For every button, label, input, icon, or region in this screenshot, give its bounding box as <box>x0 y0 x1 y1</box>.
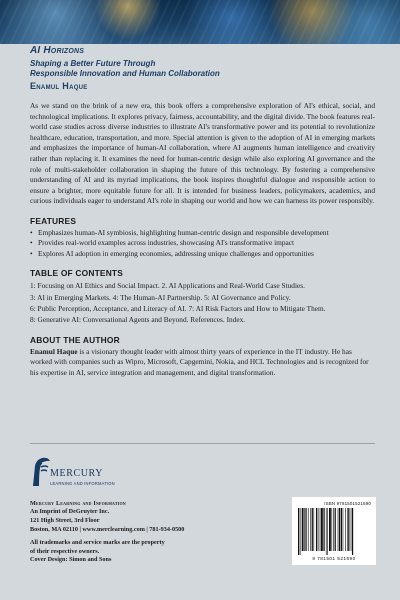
table-of-contents <box>30 280 375 326</box>
features-list <box>30 228 375 259</box>
barcode-bar <box>304 508 305 551</box>
toc-line: 1: Focusing on AI Ethics and Social Impact. 2. AI Applications and Real-World Case Studies. <box>30 281 305 291</box>
publisher-contact: Boston, MA 02110 | www.merclearning.com | 781-934-0500 <box>30 525 185 533</box>
subtitle-line-1: Shaping a Better Future Through <box>30 59 156 68</box>
feature-item <box>30 249 375 259</box>
toc-heading: TABLE OF CONTENTS <box>30 268 124 279</box>
barcode-bar <box>335 508 336 551</box>
features-heading: FEATURES <box>30 215 77 226</box>
barcode-bar <box>338 508 339 551</box>
publisher-logo <box>30 456 140 496</box>
barcode-bar <box>348 508 349 551</box>
barcode-bar <box>331 508 332 551</box>
publisher-block <box>30 456 240 565</box>
barcode-bar <box>333 508 334 551</box>
feature-item <box>30 228 375 238</box>
barcode-bar <box>298 508 299 555</box>
trademark-notice-2: of their respective owners. <box>30 547 100 555</box>
barcode-bar <box>314 508 315 551</box>
barcode-bar <box>327 508 328 555</box>
barcode-bar <box>351 508 352 551</box>
barcode-bar <box>316 508 317 551</box>
barcode-bar <box>312 508 313 551</box>
bullet-icon: • <box>30 227 33 237</box>
barcode-bar <box>347 508 348 551</box>
feature-text: Explores AI adoption in emerging economies, addressing unique challenges and opportunities <box>38 248 314 258</box>
barcode-bar <box>320 508 321 551</box>
isbn-barcode <box>292 497 376 565</box>
barcode-bars <box>297 508 371 555</box>
trademark-notice-1: All trademarks and service marks are the property <box>30 539 165 547</box>
barcode-digits: 9 781501 521690 <box>312 556 356 561</box>
barcode-bar <box>339 508 340 551</box>
subtitle-line-2: Responsible Innovation and Human Collaboration <box>30 69 220 78</box>
publisher-street: 121 High Street, 3rd Floor <box>30 517 100 524</box>
publisher-imprint: An Imprint of DeGruyter Inc. <box>30 508 110 516</box>
book-subtitle <box>30 59 375 79</box>
barcode-bar <box>326 508 327 555</box>
barcode-bar <box>343 508 344 551</box>
logo-tagline: LEARNING AND INFORMATION <box>50 481 115 486</box>
barcode-bar <box>310 508 311 551</box>
logo-wordmark: MERCURY <box>50 468 104 479</box>
barcode-bar <box>352 508 353 555</box>
feature-item <box>30 238 375 248</box>
book-description: As we stand on the brink of a new era, this book offers a comprehensive exploration of AI's ethical, social, and technological implications. It explores privacy, fairness, accountability, and the digital divide. The book features real-world case studies across diverse industries to illustrate AI's transformative power and its potential to revolutionize healthcare, education, transportation, and more. Special attention is given to the adoption of AI in emerging markets and emphasizes the importance of human-AI collaboration, where AI augments human intelligence and creativity rather than replacing it. It examines the need for human-centric design while also exploring AI governance and the role of multi-stakeholder collaboration in shaping the future of this technology. By fostering a comprehensive understanding of AI and its myriad implications, the book inspires thoughtful dialogue and responsible action to ensure a brighter, more equitable future for all. It is intended for business leaders, policymakers, academics, and curious individuals eager to understand AI's role in shaping our world and how we can harness its power responsibly. <box>30 101 375 206</box>
barcode-bar <box>302 508 304 551</box>
barcode-graphic <box>297 508 371 555</box>
barcode-bar <box>318 508 319 551</box>
about-heading: ABOUT THE AUTHOR <box>30 334 120 345</box>
series-title: AI Horizons <box>30 45 85 56</box>
author-bio <box>30 347 375 379</box>
toc-line: 3: AI in Emerging Markets. 4: The Human-AI Partnership. 5: AI Governance and Policy. <box>30 292 291 302</box>
bio-author-name: Enamul Haque <box>30 346 78 356</box>
barcode-bar <box>329 508 331 551</box>
mercury-wing-icon <box>30 456 52 488</box>
back-cover-content <box>30 44 375 379</box>
barcode-bar <box>345 508 346 551</box>
bio-text: is a visionary thought leader with almost thirty years of experience in the IT industry. He has worked with companies such as Wipro, Microsoft, Capgemini, Nokia, and HCL Technologies and is recognized for his expertise in AI, service integration and management, and digital transformation. <box>30 346 369 377</box>
barcode-bar <box>323 508 324 551</box>
bullet-icon: • <box>30 248 33 258</box>
barcode-bar <box>300 508 301 555</box>
cover-design-credit: Cover Design: Simon and Sons <box>30 556 112 564</box>
bullet-icon: • <box>30 238 33 248</box>
barcode-bar <box>321 508 323 551</box>
cover-art-texture <box>0 0 400 44</box>
feature-text: Provides real-world examples across industries, showcasing AI's transformative impact <box>38 238 295 248</box>
toc-line: 6: Public Perception, Acceptance, and Literacy of AI. 7: AI Risk Factors and How to Mitigate Them. <box>30 303 326 313</box>
section-divider <box>30 443 375 444</box>
author-name: Enamul Haque <box>30 81 88 91</box>
publisher-name: Mercury Learning and Information <box>30 500 126 507</box>
cover-art-band <box>0 0 400 44</box>
barcode-bar <box>308 508 309 551</box>
barcode-bar <box>305 508 306 551</box>
isbn-label: ISBN 9781501521690 <box>324 501 371 506</box>
barcode-bar <box>341 508 342 551</box>
toc-line: 8: Generative AI: Conversational Agents and Beyond. References. Index. <box>30 315 246 325</box>
feature-text: Emphasizes human-AI symbiosis, highlighting human-centric design and responsible development <box>38 227 329 237</box>
